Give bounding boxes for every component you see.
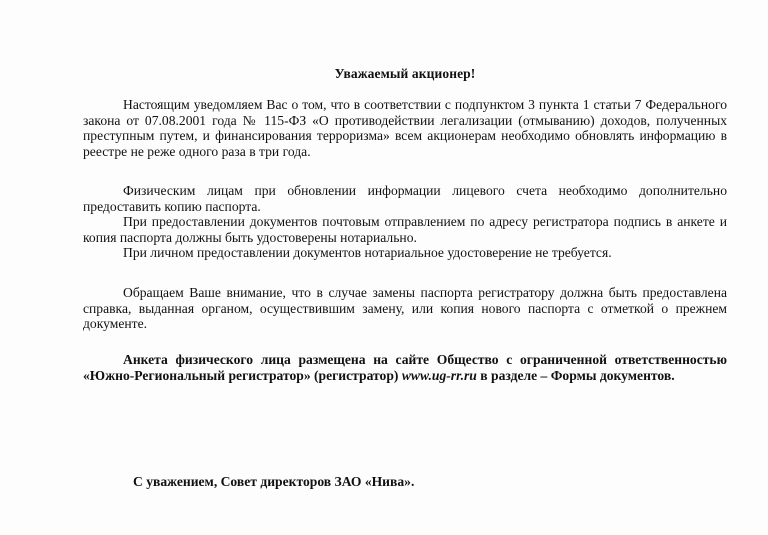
paragraph-text-end: в разделе – Формы документов. [476,367,675,383]
paragraph-questionnaire-info [83,352,727,383]
website-link[interactable]: www.ug-rr.ru [401,367,477,383]
signature-line: С уважением, Совет директоров ЗАО «Нива». [133,474,415,489]
paragraph-text: Физическим лицам при обновлении информации лицевого счета необходимо дополнительно предоставить копию паспорта. [83,183,727,214]
paragraph-text: При личном предоставлении документов нотариальное удостоверение не требуется. [123,245,612,260]
document-title: Уважаемый акционер! [334,66,476,81]
paragraph-text: При предоставлении документов почтовым отправлением по адресу регистратора подпись в анкете и копия паспорта должны быть удостоверены нотариально. [83,214,727,245]
paragraph-text-start: Анкета физического лица размещена на сайте Общество с ограниченной ответственностью «Южно-Региональный регистратор» (регистратор) [83,352,727,383]
paragraph-group-individuals [83,183,727,261]
paragraph-text [83,352,727,383]
paragraph-passport-replacement [83,285,727,332]
paragraph-text: Настоящим уведомляем Вас о том, что в соответствии с подпунктом 3 пункта 1 статьи 7 Федерального закона от 07.08.2001 года № 115-ФЗ «О противодействии легализации (отмыванию) доходов, полученных преступным путем, и финансирования терроризма» всем акционерам необходимо обновлять информацию в реестре не реже одного раза в три года. [83,97,727,159]
paragraph-text: Обращаем Ваше внимание, что в случае замены паспорта регистратору должна быть предоставлена справка, выданная органом, осуществившим замену, или копия нового паспорта с отметкой о прежнем документе. [83,285,727,331]
paragraph-legal-notice [83,97,727,159]
